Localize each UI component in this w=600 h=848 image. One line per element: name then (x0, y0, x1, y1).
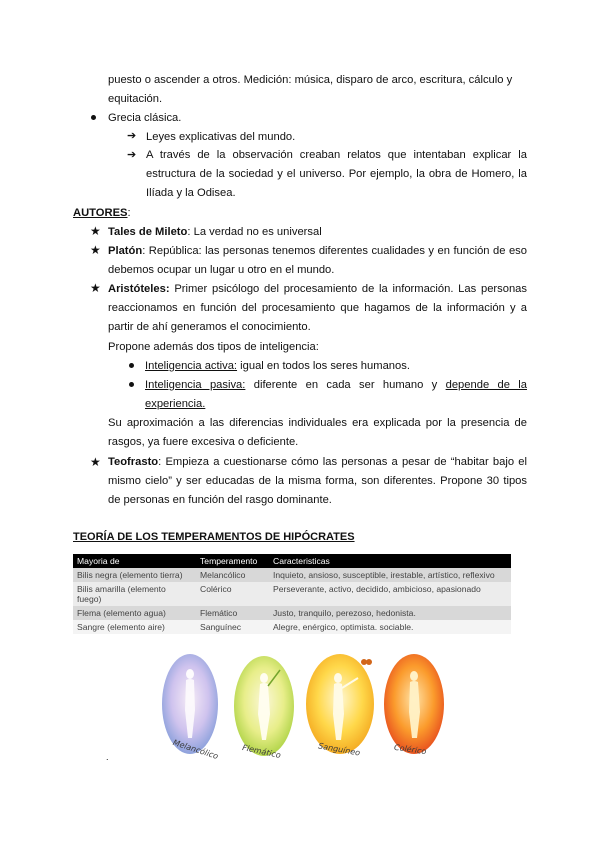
pasiva-text: diferente en cada ser humano y (245, 379, 446, 391)
autor-name: Teofrasto (108, 456, 159, 468)
table-row (73, 582, 511, 606)
arrow-icon: ➔ (127, 130, 137, 142)
arrow-icon: ➔ (127, 149, 137, 161)
star-icon: ★ (90, 281, 101, 295)
melancolico-figure (162, 654, 218, 754)
autores-heading (73, 206, 131, 220)
pasiva-label: Inteligencia pasiva: (145, 379, 246, 391)
autor-name: Aristóteles: (108, 283, 170, 295)
star-icon: ★ (90, 224, 101, 238)
table-cell: Sanguínec (196, 620, 269, 634)
table-row (73, 620, 511, 634)
intro-line-1: puesto o ascender a otros. Medición: música, disparo de arco, escritura, cálculo y (108, 74, 513, 86)
colerico-figure (384, 654, 444, 757)
table-row (73, 568, 511, 582)
caption-colerico: Colérico (393, 742, 427, 757)
bullet-dot (127, 378, 135, 386)
inteligencia-pasiva (145, 376, 527, 414)
table-cell: Inquieto, ansioso, susceptible, irestable, artístico, reflexivo (269, 568, 511, 582)
caption-flematico: Flemático (241, 743, 282, 760)
star-icon: ★ (90, 243, 101, 257)
autores-heading-text: AUTORES (73, 207, 128, 219)
grecia-item-2: A través de la observación creaban relatos que intentaban explicar la estructura de la sociedad y el universo. Por ejemplo, la obra de Homero, la Ilíada y la Odisea. (146, 149, 527, 199)
table-cell: Melancólico (196, 568, 269, 582)
pasiva-tail: depende de la experiencia. (145, 379, 527, 410)
autor-text: : República: las personas tenemos diferentes cualidades y en función de eso debemos ocupar un lugar u otro en el mundo. (108, 245, 527, 276)
autor-teofrasto (108, 453, 527, 510)
autor-text: : La verdad no es universal (187, 226, 322, 238)
grecia-item-1: Leyes explicativas del mundo. (146, 131, 296, 143)
sanguineo-figure (306, 654, 374, 754)
column-header: Caracteristicas (269, 554, 511, 568)
autor-text: : Empieza a cuestionarse cómo las personas a pesar de “habitar bajo el mismo cielo” y ser educadas de la misma forma, son diferentes. Propone 30 tipos de personas en función del rasgo dominante. (108, 456, 527, 506)
table-cell: Colérico (196, 582, 269, 606)
table-cell: Bilis amarilla (elemento fuego) (73, 582, 196, 606)
grecia-title: Grecia clásica. (108, 112, 182, 124)
aristoteles-aproximacion: Su aproximación a las diferencias individuales era explicada por la presencia de rasgos, ya fuere excesiva o deficiente. (108, 417, 527, 448)
column-header: Temperamento (196, 554, 269, 568)
table-cell: Perseverante, activo, decidido, ambicioso, apasionado (269, 582, 511, 606)
table-header-row (73, 554, 511, 568)
autor-tales (108, 225, 322, 239)
caption-melancolico: Melancólico (171, 737, 220, 762)
temperamentos-table (73, 554, 511, 634)
star-icon: ★ (90, 455, 101, 469)
table-cell: Flemático (196, 606, 269, 620)
aristoteles-propone: Propone además dos tipos de inteligencia: (108, 341, 319, 353)
bullet-dot (89, 111, 97, 119)
autor-aristoteles (108, 280, 527, 337)
autor-name: Platón (108, 245, 143, 257)
autor-name: Tales de Mileto (108, 226, 188, 238)
bullet-dot (127, 359, 135, 367)
teoria-heading: TEORÍA DE LOS TEMPERAMENTOS DE HIPÓCRATES (73, 531, 355, 543)
autor-platon (108, 242, 527, 280)
flematico-figure (234, 656, 294, 756)
caption-sanguineo: Sanguíneo (317, 741, 361, 758)
autores-heading-colon: : (127, 207, 131, 219)
temperamentos-illustration (158, 652, 448, 762)
footer-mark: . (106, 752, 109, 762)
activa-text: igual en todos los seres humanos. (237, 360, 410, 372)
table-cell: Bilis negra (elemento tierra) (73, 568, 196, 582)
table-cell: Sangre (elemento aire) (73, 620, 196, 634)
inteligencia-activa (145, 359, 410, 373)
table-cell: Flema (elemento agua) (73, 606, 196, 620)
table-row (73, 606, 511, 620)
activa-label: Inteligencia activa: (145, 360, 238, 372)
table-cell: Justo, tranquilo, perezoso, hedonista. (269, 606, 511, 620)
autor-text: Primer psicólogo del procesamiento de la información. Las personas reaccionamos en función del procesamiento que hagamos de la información y a partir de ahí generamos el conocimiento. (108, 283, 527, 333)
intro-line-2: equitación. (108, 93, 163, 105)
column-header: Mayoria de (73, 554, 196, 568)
table-cell: Alegre, enérgico, optimista. sociable. (269, 620, 511, 634)
